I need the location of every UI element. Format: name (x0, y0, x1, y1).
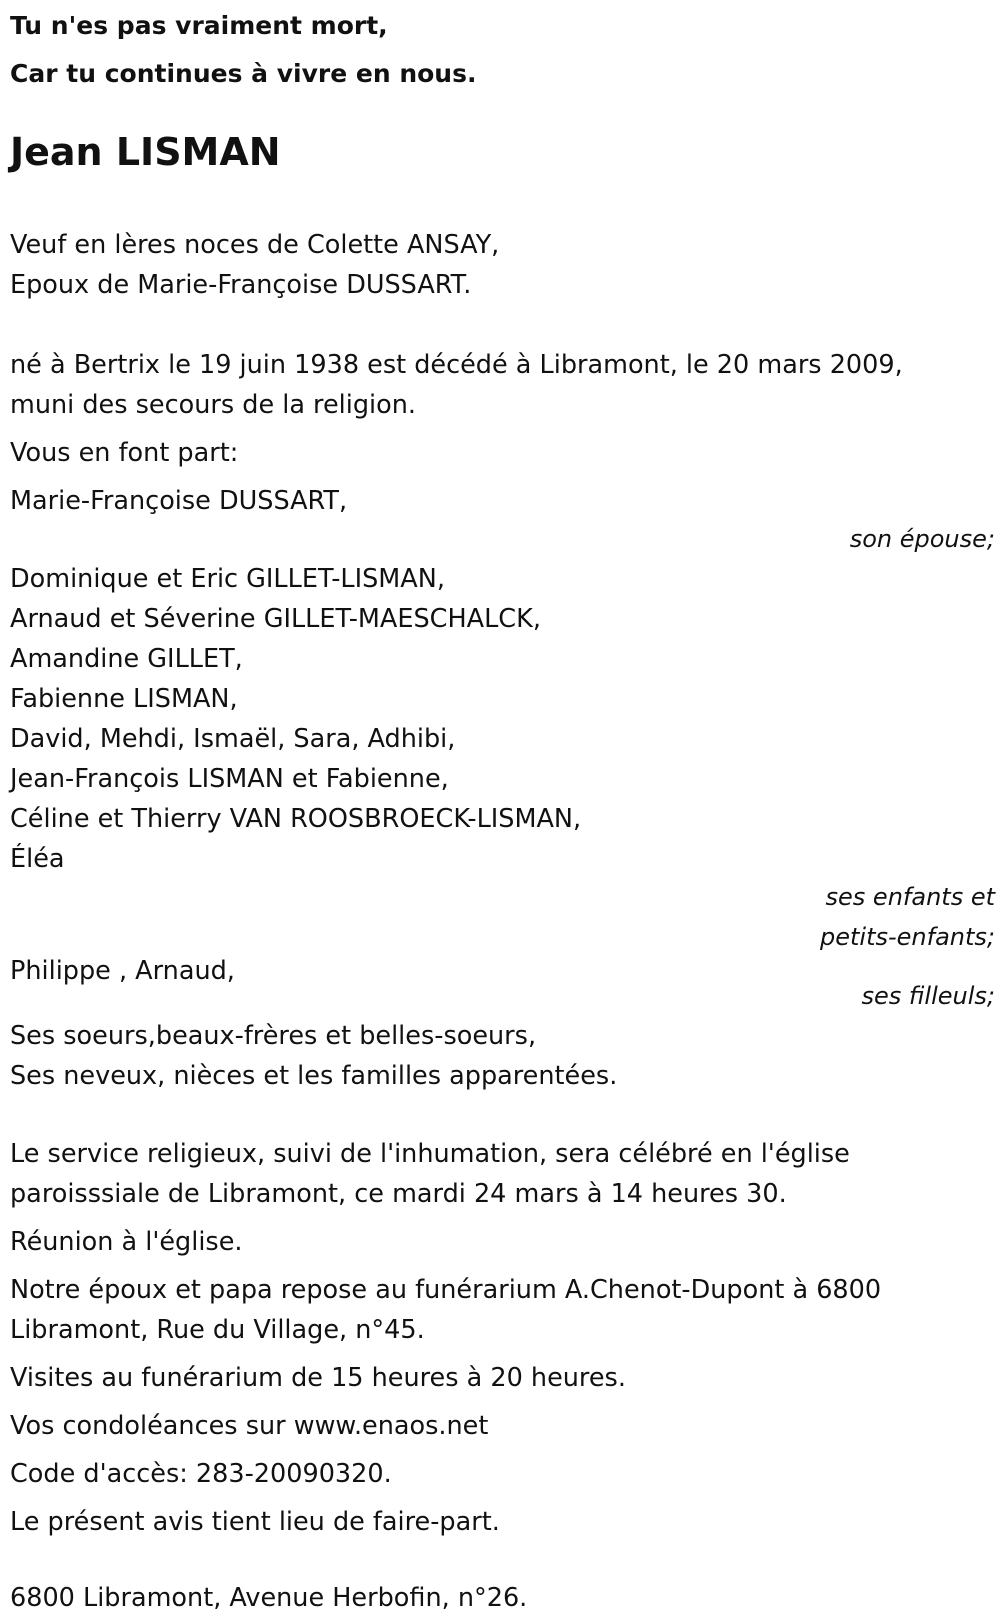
spouse-entry-role: son épouse; (849, 525, 995, 553)
children-role-line-1: ses enfants et (825, 883, 995, 911)
obituary-notice (10, 0, 995, 1618)
birth-death-line-2: muni des secours de la religion. (10, 390, 416, 420)
list-item: David, Mehdi, Ismaël, Sara, Adhibi, (10, 724, 456, 754)
funeral-home-paragraph (10, 1270, 995, 1350)
visits-note: Visites au funérarium de 15 heures à 20 heures. (10, 1363, 626, 1393)
list-item: Céline et Thierry VAN ROOSBROECK-LISMAN, (10, 804, 582, 834)
address: 6800 Libramont, Avenue Herbofin, n°26. (10, 1583, 528, 1613)
service-line-2: paroisssiale de Libramont, ce mardi 24 mars à 14 heures 30. (10, 1179, 787, 1209)
funeral-home-line-1: Notre époux et papa repose au funérarium A.Chenot-Dupont à 6800 (10, 1275, 882, 1305)
list-item: Éléa (10, 844, 65, 874)
godchildren-role: ses filleuls; (861, 982, 995, 1010)
spouses-line-1: Veuf en lères noces de Colette ANSAY, (10, 230, 500, 260)
spouses-line-2: Epoux de Marie-Françoise DUSSART. (10, 270, 472, 300)
announcement: Vous en font part: (10, 438, 239, 468)
spouse-entry-name: Marie-Françoise DUSSART, (10, 486, 348, 516)
family-line-2: Ses neveux, nièces et les familles apparentées. (10, 1061, 618, 1091)
condolences-note: Vos condoléances sur www.enaos.net (10, 1411, 489, 1441)
access-code: Code d'accès: 283-20090320. (10, 1459, 392, 1489)
deceased-name: Jean LISMAN (10, 130, 281, 174)
list-item: Jean-François LISMAN et Fabienne, (10, 764, 449, 794)
birth-death-paragraph (10, 345, 995, 425)
children-role-line-2: petits-enfants; (820, 923, 995, 951)
list-item: Fabienne LISMAN, (10, 684, 238, 714)
notice-statement: Le présent avis tient lieu de faire-part. (10, 1507, 500, 1537)
family-paragraph (10, 1016, 995, 1096)
funeral-home-line-2: Libramont, Rue du Village, n°45. (10, 1315, 425, 1345)
service-line-1: Le service religieux, suivi de l'inhumation, sera célébré en l'église (10, 1139, 850, 1169)
epigraph (10, 2, 995, 98)
meeting-note: Réunion à l'église. (10, 1227, 243, 1257)
list-item: Amandine GILLET, (10, 644, 243, 674)
epigraph-line-1: Tu n'es pas vraiment mort, (10, 11, 388, 40)
birth-death-line-1: né à Bertrix le 19 juin 1938 est décédé à Libramont, le 20 mars 2009, (10, 350, 903, 380)
service-paragraph (10, 1134, 995, 1214)
godchildren-names: Philippe , Arnaud, (10, 956, 235, 986)
epigraph-line-2: Car tu continues à vivre en nous. (10, 59, 477, 88)
children-role (10, 877, 995, 957)
children-list (10, 559, 995, 879)
spouses-paragraph (10, 225, 995, 305)
family-line-1: Ses soeurs,beaux-frères et belles-soeurs, (10, 1021, 537, 1051)
list-item: Dominique et Eric GILLET-LISMAN, (10, 564, 445, 594)
list-item: Arnaud et Séverine GILLET-MAESCHALCK, (10, 604, 541, 634)
